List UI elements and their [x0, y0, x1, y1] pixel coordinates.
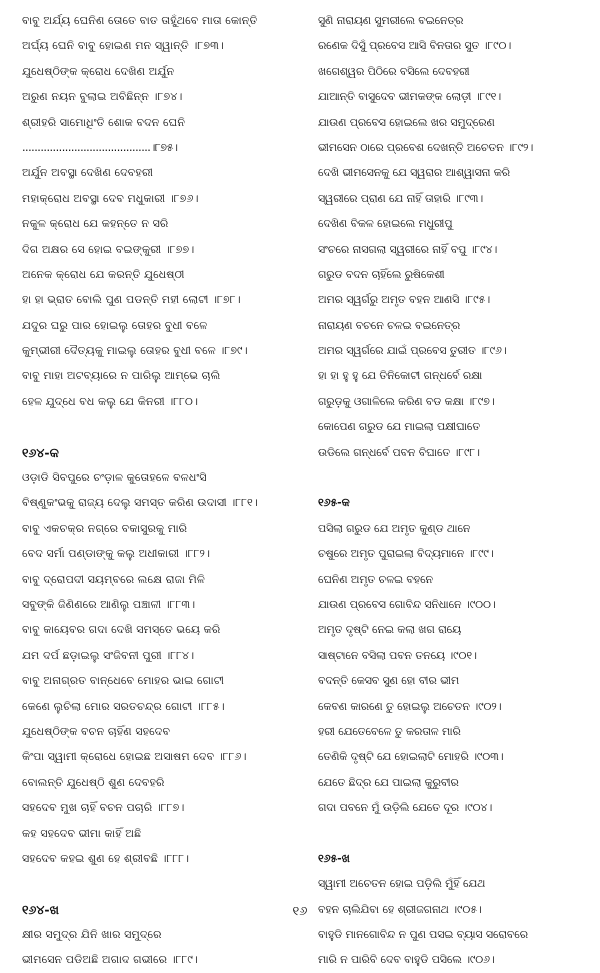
stanza-gap	[318, 821, 596, 846]
verse-line: ଦିଗ ଅକ୍ଷର ସେ ହୋଇ ବଇଙ୍କୁରୀ ।୮୭୭।	[22, 242, 195, 256]
verse-line: ବାବୁ ଏକଚକ୍ର ନଗ୍ରେ ବକାସୁରକୁ ମାରି	[22, 521, 188, 535]
verse-line: ସବୁଙ୍କି ଜିଣିଣରେ ଆଣିଲୁ ପଞ୍ଚାଳୀ ।୮୮୩।	[22, 597, 196, 611]
verse-line: ଯାଉଣ ପ୍ରବେସ ଗୋବିନ୍ଦ ସନିଧାନେ ।୯୦୦।	[318, 597, 496, 611]
verse-line: ବାବୁ ଅନାଗ୍ରତ ବାନ୍ଧେବେ ମୋହର ଭାଇ ଗୋଟୀ	[22, 674, 224, 688]
section-heading: ୧୬୪-କ	[22, 444, 59, 460]
verse-line: କହ ସହଦେବ ଭୀମା କାହିଁ ଅଛି	[22, 826, 142, 840]
verse-line: ସ୍ୱରୀରେ ପ୍ରାଣ ଯେ ନାହିଁ ତାହାରି ।୮୯୩।	[318, 191, 484, 205]
verse-line: ବଦନ୍ତି କେସବ ସୁଣ ହୋ ବୀର ଭୀମ	[318, 674, 460, 688]
verse-line: କେଣେ ଲୁଚିଲା ମୋର ସରତଚନ୍ଦ୍ର ଗୋଟୀ ।୮୮୫।	[22, 699, 225, 713]
verse-line: ଗରୁଡ ବଦନ ଚାହିଁଲେ ରୁଷିକେଶୀ	[318, 267, 445, 281]
page-number: ୧୬	[292, 904, 308, 919]
verse-line: ଯୁଧେଷ୍ଠିଙ୍କ ବଚନ ଚାହିଁଣ ସହଦେବ	[22, 724, 171, 738]
verse-line: ଘେନିଣ ଅମୃତ ଚଳଇ ବହନେ	[318, 572, 433, 586]
stanza-gap	[22, 871, 314, 896]
verse-line: ଯାଆନ୍ତି ବାସୁଦେବ ଭୀମକଙ୍କ ଲୋଡ଼ୀ ।୮୯୧।	[318, 90, 502, 104]
verse-line: ଅନେକ କ୍ରୋଧ ଯେ କରନ୍ତି ଯୁଧେଷ୍ଠୀ	[22, 267, 185, 281]
right-column	[318, 8, 596, 973]
verse-line: ସଂଚରେ ନାସଗଲା ସ୍ୱରୀରେ ନାହିଁ ବପୁ ।୮୯୪।	[318, 242, 498, 256]
verse-line: କିଂପା ସ୍ୱାମୀ କ୍ରୋଧେ ହୋଇଛ ଅସାଷମ ଦେବ ।୮୮୬।	[22, 750, 247, 764]
verse-line: ପସିଲା ଗରୁଡ ଯେ ଅମୃତ କୁଣ୍ଡ ଥାନେ	[318, 521, 471, 535]
verse-line: ଅମର ସ୍ୱର୍ଗରେ ଯାଇଁ ପ୍ରବେସ ତୁରୀତ ।୮୯୬।	[318, 344, 507, 358]
verse-line: ଗଦା ପବନେ ମୁଁ ଉଡ଼ିଲି ଯେତେ ଦୂର ।୯୦୪।	[318, 801, 493, 815]
verse-line: ଭୀମସେନ ପଡିଅଛି ଅଗାଦ ଗଭୀରେ ।୮୮୯।	[22, 953, 198, 967]
verse-line: କେବଣ କାରଣେ ତୁ ହୋଇଲୁ ଅଚେତନ ।୯୦୨।	[318, 699, 502, 713]
verse-line: ଦେଖିଣ ବିକଳ ହୋଇଲେ ମଧୁରୀପୁ	[318, 217, 453, 231]
stanza-gap	[318, 465, 596, 490]
verse-line: ଯେତେ ଛିଦ୍ର ଯେ ପାଇଲା କୁରୁବୀର	[318, 775, 459, 789]
verse-line: ଖଗେଶ୍ୱର ପିଠିରେ ବସିଲେ ଦେବହରୀ	[318, 64, 470, 78]
verse-line: ବିଷ୍ଣୁକଂଭକୁ ରାଜ୍ୟ ଦେଲୁ ସମସ୍ତ କରିଣ ଉଦାସୀ ।୮୮୧।	[22, 496, 258, 510]
verse-line: କୁମ୍ଭୀରୀ ଦୈତ୍ୟକୁ ମାଇଲୁ ତୋହର ବୁଧୀ ବଳେ ।୮୭୯।	[22, 344, 248, 358]
verse-line: ସହଦେବ କହଇ ଶୁଣ ହେ ଶ୍ରୀବଛି ।୮୮୮।	[22, 851, 190, 865]
verse-line: ବାବୁ ମାହା ଅଟବ୍ୟାରେ ନ ପାରିଲୁ ଆମ୍ଭେ ଚାଲି	[22, 369, 221, 383]
verse-line: ବାବୁ ଦ୍ରୋପଦୀ ସୟମ୍ବରେ ଲକ୍ଷେ ରାଜା ମିଳି	[22, 572, 205, 586]
verse-line: ସ୍ୱାମୀ ଅଚେତନ ହୋଇ ପଡ଼ିଲି ମୁଁହିଁ ଯେଥ	[318, 877, 486, 891]
verse-line: ବାବୁ କାୟେବର ଗଦା ଦେଖି ସମସ୍ତେ ଭୟେ କରି	[22, 623, 221, 637]
verse-line: ଉଡିଲେ ଗନ୍ଧର୍ବେ ପବନ ବିଘାତେ ।୮୯୮।	[318, 445, 480, 459]
verse-line: ଅରୁଣ ନୟନ ବୁଲାଇ ଅବିଛିନ୍ନ ।୮୭୪।	[22, 90, 183, 104]
verse-line: ଯାଉଣ ପ୍ରବେସ ହୋଇଲେ ଖର ସମୁଦ୍ରେଣ	[318, 115, 495, 129]
verse-line: ମାରି ନ ପାରିବି ଦେବ ବାହୁଡି ପସିଲେ ।୯୦୬।	[318, 953, 495, 967]
verse-line: ହା ହା ହୁ ହୁ ଯେ ତିନିକୋଟୀ ଗନ୍ଧର୍ବେ ରକ୍ଷା	[318, 369, 483, 383]
verse-line: ହା ହା ଭ୍ରାତ ବୋଲି ପୁଣ ପଡନ୍ତି ମହୀ ଲୋଟୀ ।୮୭୮।	[22, 293, 241, 307]
verse-line: ଯୁଧେଷ୍ଠିଙ୍କ କ୍ରୋଧ ଦେଖିଣ ଅର୍ଯୁନ	[22, 64, 175, 78]
verse-line: ଚଷୁରେ ଅମୃତ ପୁରାଇଲା ବିଦ୍ୟମାନେ ।୮୯୯।	[318, 547, 494, 561]
verse-line: ଓଡ଼ାଡି ସିବପୁରେ ଚଂଡ଼ାଳ କୁତୋହଳେ ବଳଧଂସି	[22, 471, 207, 485]
verse-line: ଦେଖି ଭୀମସେନକୁ ଯେ ସ୍ୱରାର ଆଶ୍ୱାସନା କରି	[318, 166, 510, 180]
verse-line: ଗରୁଡ଼କୁ ଓଗାଳିଲେ କରିଣ ବଡ କକ୍ଷା ।୮୯୭।	[318, 394, 495, 408]
verse-line: ଅମର ସ୍ୱର୍ଗରୁ ଅମୃତ ବହନ ଆଣସି ।୮୯୫।	[318, 293, 491, 307]
verse-line: ନକୁଳ କ୍ରୋଧ ଯେ କହନ୍ତେ ନ ସରି	[22, 217, 169, 231]
verse-line: ରଣେକ ଦିସୁଁ ପ୍ରବେସ ଆସି ବିନତାର ସୁତ ।୮୯୦।	[318, 39, 512, 53]
verse-line: ବେଦ ସର୍ମା ପଣ୍ଡାଙ୍କୁ କଲୁ ଅଧୀକାରୀ ।୮୮୨।	[22, 547, 211, 561]
verse-line: ତେଣିକି ଦୃଷ୍ଟି ଯେ ହୋଇଲାଟି ମୋହରି ।୯୦୩।	[318, 750, 504, 764]
section-heading: ୧୬୪-ଖ	[22, 901, 59, 917]
verse-line: ଶ୍ରୀହରି ସାମୋଧିଂତି ଶୋକ ବଦନ ଘେନି	[22, 115, 186, 129]
verse-line: ସାଷ୍ଟାନେ ବସିଲା ପବନ ତନୟେ ।୯୦୧।	[318, 648, 477, 662]
verse-line: ମହାକ୍ରୋଧ ଅବସ୍ଥା ଦେବ ମଧୁକାରୀ ।୮୭୬।	[22, 191, 199, 205]
section-heading: ୧୬୫-ଖ	[318, 851, 350, 865]
verse-line: ବାବୁ ଅର୍ଯ୍ୟ ଘେନିଣ ତୋତେ ବାତ ତାହୁଁଥବେ ମାତା କୋନ୍ତି	[22, 14, 258, 27]
verse-line: ଯମ ଦର୍ପ ଛଡ଼ାଇଲୁ ସଂଜିବନୀ ପୁରୀ ।୮୮୪।	[22, 648, 195, 662]
verse-line: ବାହୁଡି ମାନଗୋବିନ୍ଦ ନ ପୁଣ ପସଇ ବ୍ୟାସ ସରୋବରେ	[318, 928, 528, 942]
verse-line: ଅର୍ଘ୍ୟ ଘେନି ବାବୁ ହୋଇଣ ମନ ସ୍ୱାନ୍ତି ।୮୭୩।	[22, 39, 224, 53]
stanza-gap	[22, 414, 314, 439]
verse-line: ଅର୍ଯୁନ ଅବସ୍ଥା ଦେଖିଣ ଦେବହରୀ	[22, 166, 153, 180]
verse-line: ସୁଣି ନାରାୟଣ ସୁମରୀଲେ ବଇନେତ୍ର	[318, 14, 464, 27]
verse-line: ହରୀ ଯେତେବେଳେ ତୁ କରତାଳ ମାରି	[318, 724, 461, 738]
verse-line: ଅମୃତ ଦୃଷ୍ଟି ନେଇ କଲା ଖଗ ରାୟେ	[318, 623, 461, 637]
section-heading: ୧୬୫-କ	[318, 496, 350, 510]
verse-line: କ୍ଷୀର ସମୁଦ୍ର ଯିନି ଖାର ସମୁଦ୍ରେ	[22, 928, 162, 942]
verse-line: କୋପେଣ ଗରୁଡ ଯେ ମାଇଲା ପକ୍ଷୀଘାତେ	[318, 420, 481, 434]
verse-line: ସହଦେବ ମୁଖ ଚାହିଁ ବଚନ ପଚାରି ।୮୮୭।	[22, 801, 185, 815]
verse-line: ବହନ ଚାଲିଯିବା ହେ ଶ୍ରୀଜଗନାଥ ।୯୦୫।	[318, 902, 482, 916]
verse-line: ଭୀମସେନ ଠାରେ ପ୍ରବେଶ ଦେଖନ୍ତି ଅଚେତନ ।୮୯୨।	[318, 140, 534, 154]
verse-line: ହେଳ ଯୁଦ୍ଧେ ବଧ କଲୁ ଯେ କିନରୀ ।୮୮୦।	[22, 394, 199, 408]
verse-line: ..........................................।୮୭୫।	[22, 140, 178, 154]
verse-line: ବୋଲନ୍ତି ଯୁଧେଷ୍ଠି ଶୁଣ ଦେବହରି	[22, 775, 165, 789]
left-column	[22, 8, 314, 973]
verse-line: ନାରାୟଣ ବଚନେ ଚଳଇ ବଇନେତ୍ର	[318, 318, 461, 332]
verse-line: ଯଦୁର ଘରୁ ପାର ହୋଇଲୁ ତୋହର ବୁଧୀ ବଳେ	[22, 318, 208, 332]
